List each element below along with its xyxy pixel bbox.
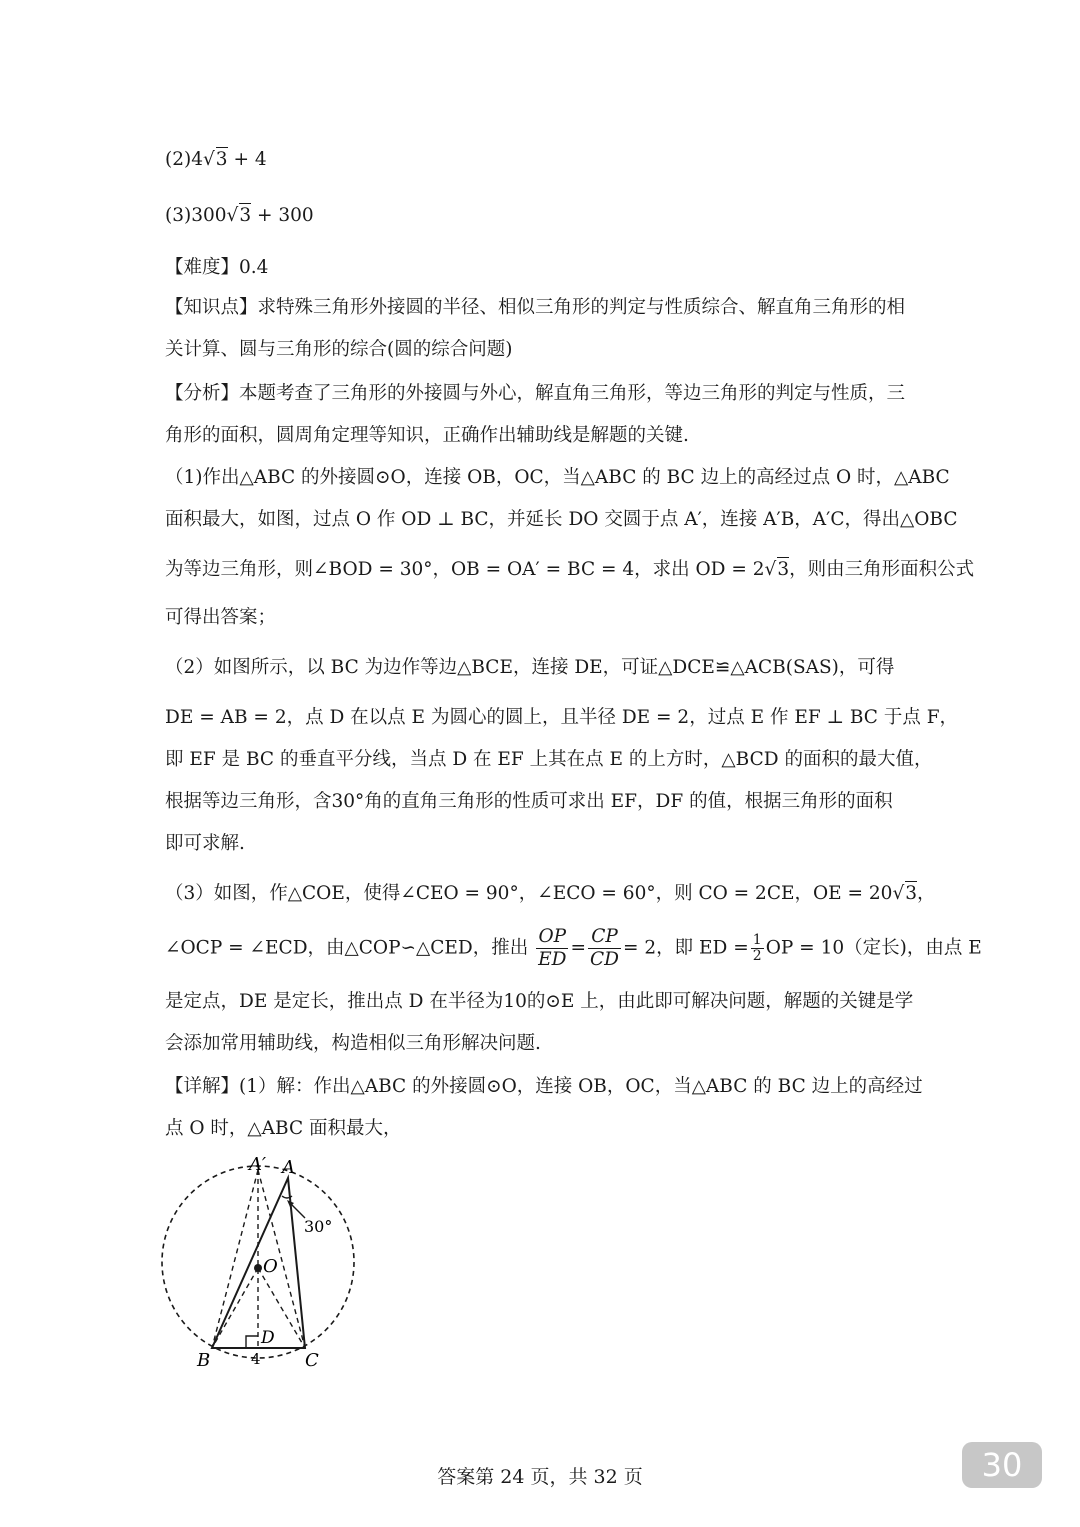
analysis-p3-text-2a: ∠OCP = ∠ECD，由△COP∽△CED，推出 [165,937,529,959]
analysis-p1-line-2 [165,508,958,532]
analysis-p1-line-3: 为等边三角形，则∠BOD = 30°，OB = OA′ = BC = 4，求出 OD = 2√3，则由三角形面积公式 [165,559,975,580]
detail-text-1: (1）解：作出△ABC 的外接圆⊙O，连接 OB，OC，当△ABC 的 BC 边上的高经过 [239,1076,923,1097]
analysis-p2-line-1 [165,656,915,680]
analysis-p2-text-3: 即 EF 是 BC 的垂直平分线，当点 D 在 EF 上其在点 E 的上方时，△BCD 的面积的最大值， [165,749,933,770]
analysis-p2-text-5: 即可求解. [165,833,245,854]
right-angle-mark [246,1336,258,1348]
answer-3-tail: + 300 [251,205,314,226]
analysis-p3-text-3: 是定点，DE 是定长，推出点 D 在半径为10的⊙E 上，由此即可解决问题，解题的关键是学 [165,991,914,1012]
analysis-label: 【分析】 [165,383,240,404]
analysis-p2-line-3 [165,748,933,772]
circumcircle-figure [150,1150,380,1380]
analysis-p2-line-2 [165,706,959,730]
label-d: D [261,1328,275,1348]
fraction-half-denominator: 2 [752,948,762,964]
answer-2: (2)4√3 + 4 [165,149,267,170]
knowledge-line-1 [165,296,915,320]
analysis-p1-text-3b: ，则由三角形面积公式 [789,559,975,580]
fraction-half [751,933,764,964]
detail-line-2 [165,1117,915,1141]
analysis-p3-text-4: 会添加常用辅助线，构造相似三角形解决问题. [165,1033,541,1054]
analysis-p1-text-4: 可得出答案； [165,607,277,628]
analysis-p3-text-1a: （3）如图，作△COE，使得∠CEO = 90°，∠ECO = 60°，则 CO = 2CE，OE = 20 [165,883,893,904]
answer-2-radicand: 3 [215,149,228,170]
knowledge-label: 【知识点】 [165,297,258,318]
analysis-p3-line-3 [165,990,915,1014]
analysis-line-2 [165,424,915,448]
analysis-p3-line-2 [165,926,982,971]
answer-2-label: (2) [165,149,192,170]
answer-2-coef: 4 [191,149,203,170]
analysis-p3-line-1: （3）如图，作△COE，使得∠CEO = 90°，∠ECO = 60°，则 CO = 2CE，OE = 20√3， [165,883,936,904]
fraction-cp-cd-numerator: CP [588,926,621,949]
center-point-o [254,1264,262,1272]
label-a: A [282,1157,295,1178]
analysis-p3-line-4 [165,1032,915,1056]
label-a-prime: A′ [249,1154,267,1175]
detail-text-2: 点 O 时，△ABC 面积最大， [165,1118,402,1139]
fraction-op-ed-numerator: OP [536,926,568,949]
answer-3-coef: 300 [191,205,227,226]
equals-sign: = [570,937,586,959]
answer-3: (3)300√3 + 300 [165,205,314,226]
analysis-text-1: 本题考查了三角形的外接圆与外心，解直角三角形，等边三角形的判定与性质，三 [239,383,906,404]
analysis-p1-line-1 [165,466,950,490]
answer-3-radicand: 3 [239,205,252,226]
analysis-p2-text-1: （2）如图所示，以 BC 为边作等边△BCE，连接 DE，可证△DCE≌△ACB(SAS)，可得 [165,657,895,678]
analysis-p3-text-1b: ， [917,883,936,904]
fraction-cp-cd [588,926,621,971]
difficulty-value: 0.4 [239,257,269,278]
detail-line-1 [165,1075,923,1099]
label-o: O [263,1256,278,1277]
knowledge-text-2: 关计算、圆与三角形的综合(圆的综合问题) [165,339,513,360]
analysis-p3-text-2c: OP = 10（定长)，由点 E [765,937,982,959]
knowledge-text-1: 求特殊三角形外接圆的半径、相似三角形的判定与性质综合、解直角三角形的相 [257,297,906,318]
label-angle: 30° [304,1217,333,1236]
page-footer: 答案第 24 页，共 32 页 [437,1466,643,1488]
answer-3-label: (3) [165,205,192,226]
analysis-p1-radicand: 3 [777,559,790,580]
analysis-p2-line-5 [165,832,915,856]
answer-2-tail: + 4 [227,149,267,170]
page-number-badge: 30 [962,1442,1042,1488]
analysis-p1-line-4 [165,606,915,630]
analysis-p1-text-3a: 为等边三角形，则∠BOD = 30°，OB = OA′ = BC = 4，求出 OD = 2 [165,559,765,580]
knowledge-line-2 [165,338,915,362]
detail-label: 【详解】 [165,1076,240,1097]
angle-arc-a [282,1196,292,1198]
analysis-p2-text-4: 根据等边三角形，含30°角的直角三角形的性质可求出 EF，DF 的值，根据三角形的面积 [165,791,893,812]
fraction-cp-cd-denominator: CD [590,949,619,970]
analysis-line-1 [165,382,915,406]
label-bc-length: 4 [251,1350,261,1368]
analysis-p1-text-1: （1)作出△ABC 的外接圆⊙O，连接 OB，OC，当△ABC 的 BC 边上的高经过点 O 时，△ABC [165,467,950,488]
label-c: C [305,1350,319,1371]
fraction-op-ed-denominator: ED [538,949,567,970]
label-b: B [197,1350,211,1371]
analysis-text-2: 角形的面积，圆周角定理等知识，正确作出辅助线是解题的关键. [165,425,689,446]
difficulty [165,256,915,280]
analysis-p3-radicand: 3 [905,883,918,904]
analysis-p3-text-2b: = 2，即 ED = [623,937,749,959]
analysis-p2-line-4 [165,790,915,814]
analysis-p2-text-2: DE = AB = 2，点 D 在以点 E 为圆心的圆上，且半径 DE = 2，过点 E 作 EF ⊥ BC 于点 F， [165,707,959,728]
difficulty-label: 【难度】 [165,257,240,278]
fraction-half-numerator: 1 [752,932,762,948]
analysis-p1-text-2: 面积最大，如图，过点 O 作 OD ⊥ BC，并延长 DO 交圆于点 A′，连接 A′B，A′C，得出△OBC [165,509,958,530]
fraction-op-ed [536,926,568,971]
